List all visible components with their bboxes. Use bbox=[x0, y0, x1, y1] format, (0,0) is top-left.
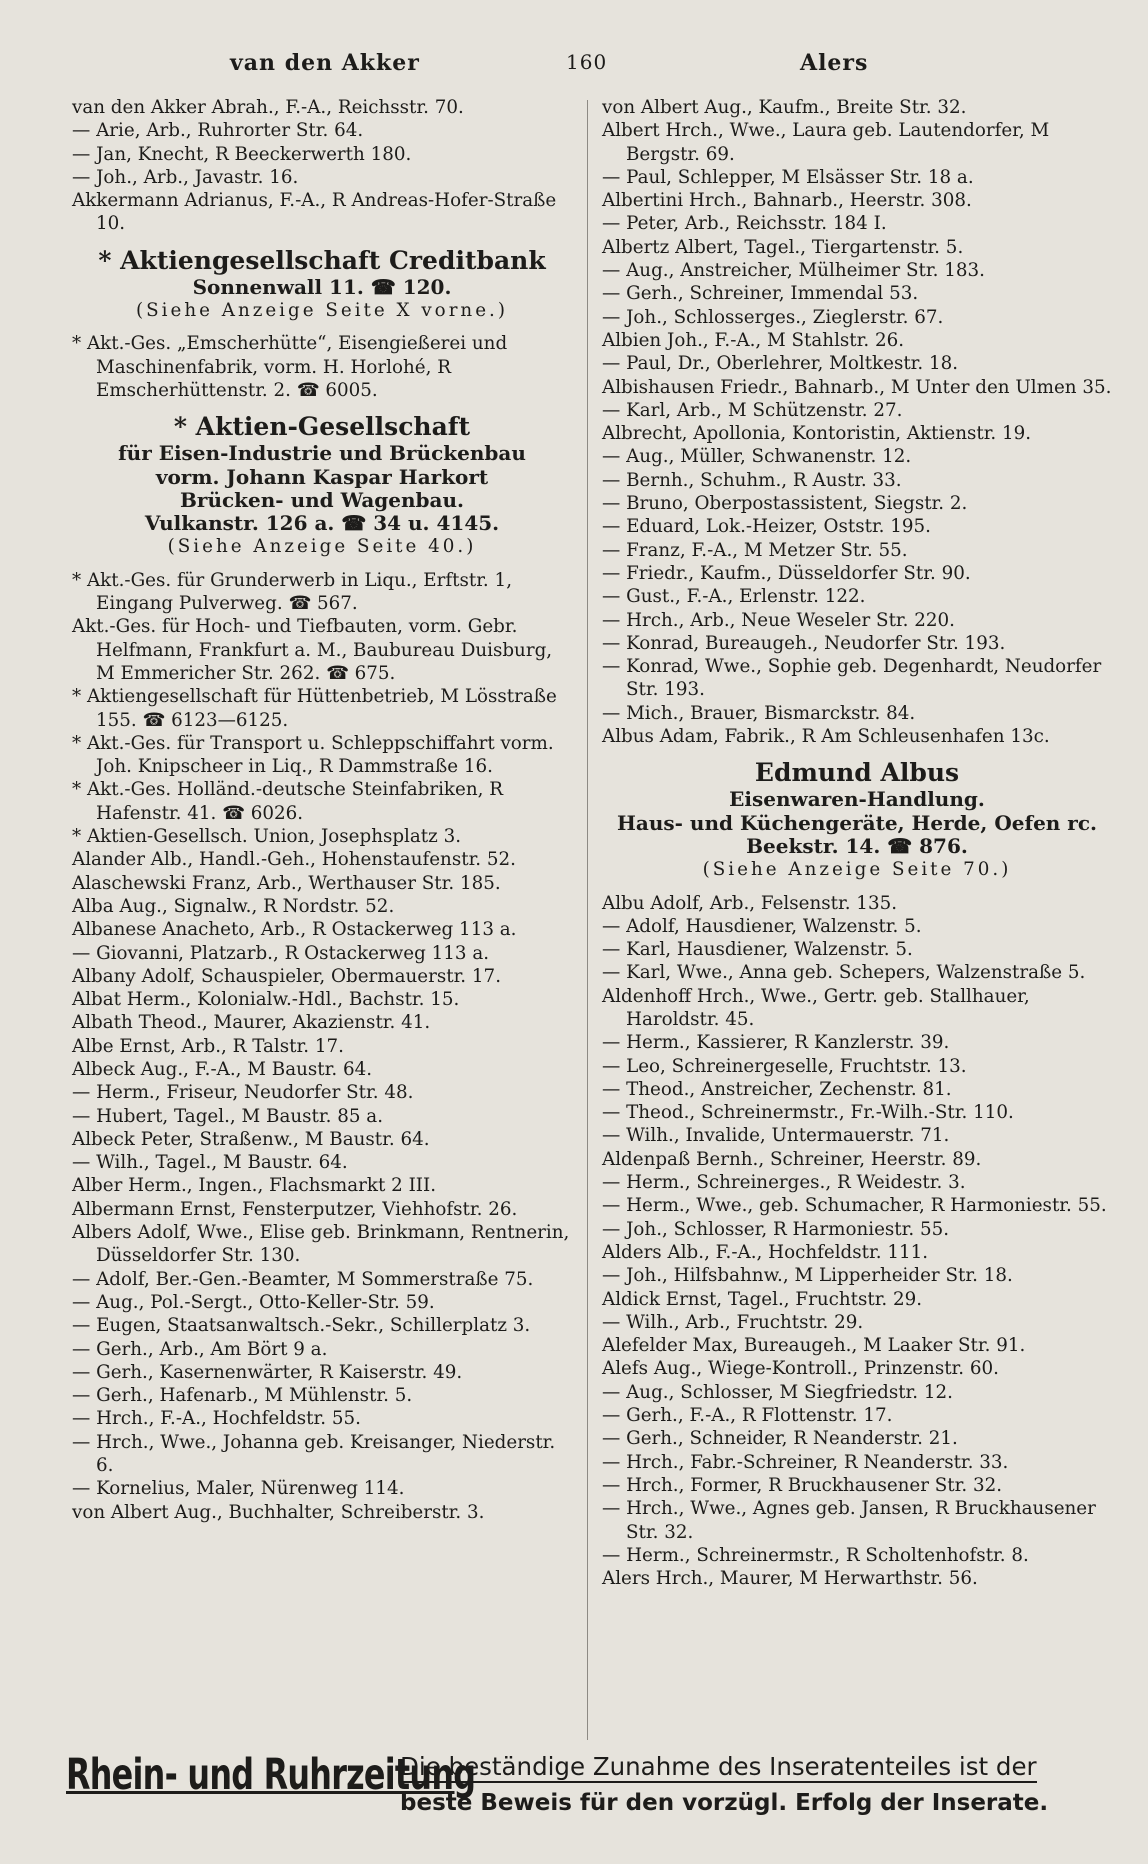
directory-entry: — Gerh., Kasernenwärter, R Kaiserstr. 49. bbox=[72, 1361, 463, 1383]
directory-entry: — Gerh., Arb., Am Bört 9 a. bbox=[72, 1338, 328, 1360]
directory-entry: — Joh., Arb., Javastr. 16. bbox=[72, 166, 299, 188]
advertisement-line: (Siehe Anzeige Seite 40.) bbox=[167, 536, 477, 558]
directory-entry: — Hubert, Tagel., M Baustr. 85 a. bbox=[72, 1105, 384, 1127]
directory-entry: — Herm., Schreinerges., R Weidestr. 3. bbox=[602, 1172, 966, 1194]
directory-entry: — Eduard, Lok.-Heizer, Oststr. 195. bbox=[602, 516, 931, 538]
directory-entry: Albat Herm., Kolonialw.-Hdl., Bachstr. 15. bbox=[72, 989, 460, 1011]
directory-entry: — Arie, Arb., Ruhrorter Str. 64. bbox=[72, 120, 364, 142]
page-number: 160 bbox=[566, 50, 608, 74]
directory-entry: — Hrch., Wwe., Agnes geb. Jansen, R Bruckhausener Str. 32. bbox=[602, 1498, 1096, 1543]
advertisement-line: vorm. Johann Kaspar Harkort bbox=[155, 464, 489, 489]
advertisement-line: * Aktiengesellschaft Creditbank bbox=[98, 245, 546, 275]
header-right-keyword: Alers bbox=[800, 50, 869, 76]
directory-entry: — Gerh., Schneider, R Neanderstr. 21. bbox=[602, 1428, 958, 1450]
directory-entry: Albertini Hrch., Bahnarb., Heerstr. 308. bbox=[602, 190, 972, 212]
directory-entry: Alefs Aug., Wiege-Kontroll., Prinzenstr. 60. bbox=[602, 1358, 999, 1380]
advertisement-line: Vulkanstr. 126 a. ☎ 34 u. 4145. bbox=[144, 511, 500, 536]
directory-entry: — Aug., Pol.-Sergt., Otto-Keller-Str. 59. bbox=[72, 1291, 435, 1313]
directory-entry: — Mich., Brauer, Bismarckstr. 84. bbox=[602, 702, 916, 724]
directory-entry: * Akt.-Ges. für Transport u. Schleppschiffahrt vorm. Joh. Knipscheer in Liq., R Dammstraße 16. bbox=[72, 732, 554, 778]
directory-entry: Albrecht, Apollonia, Kontoristin, Aktienstr. 19. bbox=[602, 423, 1032, 445]
directory-entry: — Hrch., Former, R Bruckhausener Str. 32. bbox=[602, 1474, 1003, 1496]
directory-entry: — Wilh., Arb., Fruchtstr. 29. bbox=[602, 1311, 864, 1333]
directory-entry: Albien Joh., F.-A., M Stahlstr. 26. bbox=[602, 329, 905, 351]
advertisement-line: (Siehe Anzeige Seite X vorne.) bbox=[136, 300, 508, 322]
directory-entry: — Bernh., Schuhm., R Austr. 33. bbox=[602, 469, 902, 491]
directory-entry: Albert Hrch., Wwe., Laura geb. Lautendorfer, M Bergstr. 69. bbox=[602, 120, 1050, 165]
directory-entry: — Joh., Schlosserges., Zieglerstr. 67. bbox=[602, 306, 944, 328]
advertisement-line: Sonnenwall 11. ☎ 120. bbox=[192, 274, 452, 299]
column-divider bbox=[587, 100, 588, 1740]
directory-entry: Albeck Aug., F.-A., M Baustr. 64. bbox=[72, 1058, 373, 1080]
footer-slogan-line-1: Die beständige Zunahme des Inseratenteiles ist der bbox=[400, 1752, 1037, 1781]
directory-entry: Albany Adolf, Schauspieler, Obermauerstr. 17. bbox=[72, 965, 502, 987]
directory-entry: Aldenhoff Hrch., Wwe., Gertr. geb. Stallhauer, Haroldstr. 45. bbox=[602, 985, 1030, 1030]
directory-entry: Alander Alb., Handl.-Geh., Hohenstaufenstr. 52. bbox=[72, 849, 516, 871]
directory-entry: — Aug., Anstreicher, Mülheimer Str. 183. bbox=[602, 260, 985, 282]
directory-entry: Albus Adam, Fabrik., R Am Schleusenhafen 13c. bbox=[602, 726, 1050, 748]
company-advertisement bbox=[72, 412, 572, 558]
advertisement-line: * Aktien-Gesellschaft bbox=[173, 412, 471, 442]
directory-entry: * Akt.-Ges. „Emscherhütte“, Eisengießerei und Maschinenfabrik, vorm. H. Horlohé, R Emscherhüttenstr. 2. ☎ 6005. bbox=[72, 333, 508, 401]
directory-entry: — Wilh., Tagel., M Baustr. 64. bbox=[72, 1152, 348, 1174]
directory-entry: Akkermann Adrianus, F.-A., R Andreas-Hofer-Straße 10. bbox=[72, 190, 557, 235]
directory-entry: — Peter, Arb., Reichsstr. 184 I. bbox=[602, 213, 887, 235]
directory-entry: — Wilh., Invalide, Untermauerstr. 71. bbox=[602, 1125, 950, 1147]
directory-entry: * Akt.-Ges. Holländ.-deutsche Steinfabriken, R Hafenstr. 41. ☎ 6026. bbox=[72, 779, 503, 824]
directory-entry: — Joh., Schlosser, R Harmoniestr. 55. bbox=[602, 1218, 950, 1240]
directory-entry: * Akt.-Ges. für Grunderwerb in Liqu., Erftstr. 1, Eingang Pulverweg. ☎ 567. bbox=[72, 569, 512, 615]
directory-entry: — Giovanni, Platzarb., R Ostackerweg 113 a. bbox=[72, 942, 490, 964]
advertisement-line: Beekstr. 14. ☎ 876. bbox=[746, 833, 968, 858]
directory-entry: Albu Adolf, Arb., Felsenstr. 135. bbox=[602, 892, 898, 914]
directory-entry: Albermann Ernst, Fensterputzer, Viehhofstr. 26. bbox=[72, 1198, 518, 1220]
directory-entry: Albath Theod., Maurer, Akazienstr. 41. bbox=[72, 1012, 431, 1034]
directory-entry: Alders Alb., F.-A., Hochfeldstr. 111. bbox=[602, 1241, 929, 1263]
newspaper-brand: Rhein- und Ruhrzeitung bbox=[66, 1750, 476, 1800]
directory-entry: — Theod., Anstreicher, Zechenstr. 81. bbox=[602, 1078, 952, 1100]
directory-entry: Albe Ernst, Arb., R Talstr. 17. bbox=[72, 1035, 344, 1057]
directory-entry: — Paul, Schlepper, M Elsässer Str. 18 a. bbox=[602, 166, 974, 188]
directory-entry: — Bruno, Oberpostassistent, Siegstr. 2. bbox=[602, 493, 968, 515]
footer-slogan-line-2: beste Beweis für den vorzügl. Erfolg der Inserate. bbox=[400, 1790, 1049, 1816]
right-column bbox=[602, 96, 1112, 1590]
page-header bbox=[0, 50, 1148, 90]
directory-entry: — Karl, Wwe., Anna geb. Schepers, Walzenstraße 5. bbox=[602, 962, 1086, 984]
footer-advertisement bbox=[66, 1750, 1096, 1830]
directory-entry: Alba Aug., Signalw., R Nordstr. 52. bbox=[72, 895, 395, 917]
directory-entry: — Theod., Schreinermstr., Fr.-Wilh.-Str. 110. bbox=[602, 1102, 1014, 1124]
directory-entry: — Hrch., Wwe., Johanna geb. Kreisanger, Niederstr. 6. bbox=[72, 1431, 556, 1477]
directory-entry: — Eugen, Staatsanwaltsch.-Sekr., Schillerplatz 3. bbox=[72, 1315, 531, 1337]
directory-entry: Albishausen Friedr., Bahnarb., M Unter den Ulmen 35. bbox=[602, 376, 1112, 398]
advertisement-line: Eisenwaren-Handlung. bbox=[729, 787, 985, 812]
advertisement-line: Edmund Albus bbox=[754, 758, 960, 788]
directory-entry: — Herm., Schreinermstr., R Scholtenhofstr. 8. bbox=[602, 1544, 1029, 1566]
directory-entry: — Aug., Müller, Schwanenstr. 12. bbox=[602, 446, 912, 468]
left-column bbox=[72, 96, 572, 1524]
directory-entry: — Herm., Kassierer, R Kanzlerstr. 39. bbox=[602, 1032, 950, 1054]
advertisement-line: (Siehe Anzeige Seite 70.) bbox=[702, 859, 1012, 881]
directory-entry: Aldick Ernst, Tagel., Fruchtstr. 29. bbox=[602, 1288, 923, 1310]
directory-entry: — Hrch., Arb., Neue Weseler Str. 220. bbox=[602, 609, 955, 631]
directory-entry: — Aug., Schlosser, M Siegfriedstr. 12. bbox=[602, 1381, 953, 1403]
directory-entry: * Aktiengesellschaft für Hüttenbetrieb, M Lösstraße 155. ☎ 6123—6125. bbox=[72, 686, 557, 731]
company-advertisement bbox=[72, 246, 572, 323]
directory-entry: Albeck Peter, Straßenw., M Baustr. 64. bbox=[72, 1128, 430, 1150]
directory-entry: Albertz Albert, Tagel., Tiergartenstr. 5. bbox=[602, 236, 964, 258]
directory-entry: — Konrad, Bureaugeh., Neudorfer Str. 193. bbox=[602, 632, 1006, 654]
directory-entry: — Paul, Dr., Oberlehrer, Moltkestr. 18. bbox=[602, 353, 959, 375]
header-left-keyword: van den Akker bbox=[230, 50, 420, 76]
advertisement-line: Brücken- und Wagenbau. bbox=[180, 487, 464, 512]
directory-entry: Akt.-Ges. für Hoch- und Tiefbauten, vorm. Gebr. Helfmann, Frankfurt a. M., Baubureau Duisburg, M Emmericher Str. 262. ☎ 675. bbox=[72, 616, 553, 684]
directory-entry: — Hrch., F.-A., Hochfeldstr. 55. bbox=[72, 1408, 361, 1430]
directory-entry: — Karl, Hausdiener, Walzenstr. 5. bbox=[602, 939, 913, 961]
directory-entry: — Jan, Knecht, R Beeckerwerth 180. bbox=[72, 143, 412, 165]
directory-entry: Alefelder Max, Bureaugeh., M Laaker Str. 91. bbox=[602, 1335, 1026, 1357]
directory-entry: van den Akker Abrah., F.-A., Reichsstr. 70. bbox=[72, 97, 464, 118]
directory-entry: — Friedr., Kaufm., Düsseldorfer Str. 90. bbox=[602, 562, 971, 584]
directory-entry: — Adolf, Ber.-Gen.-Beamter, M Sommerstraße 75. bbox=[72, 1268, 534, 1290]
directory-entry: — Gerh., Hafenarb., M Mühlenstr. 5. bbox=[72, 1385, 413, 1407]
directory-entry: — Joh., Hilfsbahnw., M Lipperheider Str. 18. bbox=[602, 1265, 1013, 1287]
directory-entry: Alaschewski Franz, Arb., Werthauser Str. 185. bbox=[72, 872, 501, 894]
directory-entry: — Herm., Friseur, Neudorfer Str. 48. bbox=[72, 1082, 414, 1104]
directory-entry: von Albert Aug., Kaufm., Breite Str. 32. bbox=[602, 97, 967, 118]
directory-entry: Aldenpaß Bernh., Schreiner, Heerstr. 89. bbox=[602, 1148, 982, 1170]
directory-entry: * Aktien-Gesellsch. Union, Josephsplatz 3. bbox=[72, 826, 462, 848]
directory-entry: — Gust., F.-A., Erlenstr. 122. bbox=[602, 586, 866, 608]
advertisement-line: für Eisen-Industrie und Brückenbau bbox=[118, 441, 526, 466]
directory-entry: Alber Herm., Ingen., Flachsmarkt 2 III. bbox=[72, 1175, 437, 1197]
directory-entry: — Adolf, Hausdiener, Walzenstr. 5. bbox=[602, 915, 922, 937]
directory-entry: Alers Hrch., Maurer, M Herwarthstr. 56. bbox=[602, 1568, 978, 1590]
directory-entry: — Karl, Arb., M Schützenstr. 27. bbox=[602, 399, 903, 421]
directory-entry: — Konrad, Wwe., Sophie geb. Degenhardt, Neudorfer Str. 193. bbox=[602, 656, 1102, 701]
directory-entry: Albanese Anacheto, Arb., R Ostackerweg 113 a. bbox=[72, 919, 517, 941]
directory-entry: — Hrch., Fabr.-Schreiner, R Neanderstr. 33. bbox=[602, 1451, 1009, 1473]
directory-entry: — Franz, F.-A., M Metzer Str. 55. bbox=[602, 539, 908, 561]
directory-entry: — Gerh., F.-A., R Flottenstr. 17. bbox=[602, 1405, 893, 1427]
directory-entry: Albers Adolf, Wwe., Elise geb. Brinkmann, Rentnerin, Düsseldorfer Str. 130. bbox=[72, 1222, 570, 1267]
directory-entry: von Albert Aug., Buchhalter, Schreiberstr. 3. bbox=[72, 1501, 485, 1523]
company-advertisement bbox=[602, 758, 1112, 881]
directory-entry: — Herm., Wwe., geb. Schumacher, R Harmoniestr. 55. bbox=[602, 1195, 1107, 1217]
advertisement-line: Haus- und Küchengeräte, Herde, Oefen rc. bbox=[617, 810, 1097, 835]
directory-entry: — Kornelius, Maler, Nürenweg 114. bbox=[72, 1478, 405, 1500]
directory-entry: — Gerh., Schreiner, Immendal 53. bbox=[602, 283, 919, 305]
directory-entry: — Leo, Schreinergeselle, Fruchtstr. 13. bbox=[602, 1055, 967, 1077]
